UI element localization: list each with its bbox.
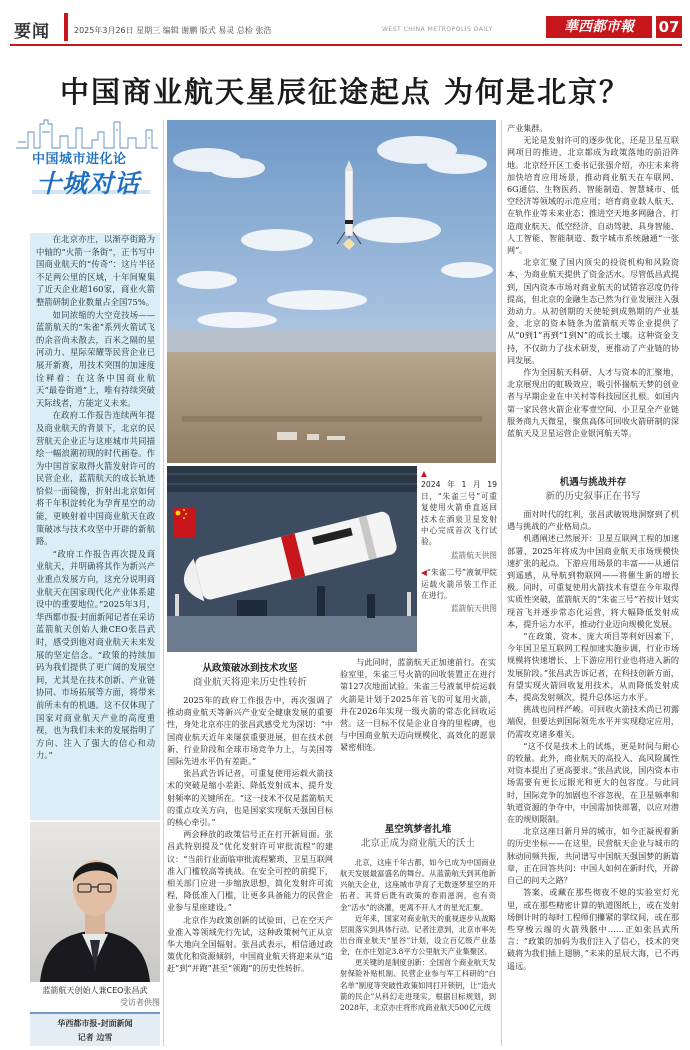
rocket-hoisting-photo xyxy=(167,466,417,652)
article-paragraph: “这不仅是技术上的试炼，更是时间与耐心的较量。此外，商业航天的高投入、高风险属性对资本提出了更高要求。”张昌武说，国内资本市场需要有更长远眼光和更大的包容度。与此同时，国际竞争的加剧也不容忽视，在卫星频率和轨道资源的争夺中，中国需加快部署，以应对潜在的规则限制。 xyxy=(507,740,679,825)
caption-text: “朱雀二号”液氧甲烷运载火箭吊装工作正在进行。 xyxy=(421,568,497,601)
article-paragraph: 机遇阐述已然展开：卫星互联网工程的加速部署，2025年将成为中国商业航天市场规模快速扩张的起点。下游应用场景的丰富——从通信到遥感，从导航到物联网——将催生新的增长极。同时，可重复使用火箭技术有望在今年取得实质性突破，蓝箭航天的“朱雀三号”若按计划实现首飞并逐步常态化运营，将大幅降低发射成本，提升运力水平，推动行业迈向规模化发展。 xyxy=(507,533,679,629)
section-label: 要闻 xyxy=(14,22,50,42)
issue-info: 2025年3月26日 星期三 编辑 谢鹏 版式 易灵 总检 张浩 xyxy=(74,26,272,35)
article-paragraph: 两会释放的政策信号正在打开新局面。张昌武特别提及“优化发射许可审批流程”的建议：“当前行业面临审批流程繁琐、卫星互联网准入门槛较高等挑战。在安全可控的前提下，相关部门应进一步缩放思想，简化发射许可流程，降低准入门槛，让更多具备能力的民营企业参与星座建设。” xyxy=(167,829,334,913)
page-title: 中国商业航天星辰征途起点 为何是北京？ xyxy=(59,75,631,109)
header-rule xyxy=(10,44,682,46)
article-paragraph: 北京，这座千年古都，如今已成为中国商业航天发展最富盛名的舞台。从蓝箭航天到其他新兴航天企业，这座城市孕育了无数逐梦星空的开拓者。其背后既有政策的春雨滋润，也有资金“活水”的浇灌，更离不开人才的星光汇聚。 xyxy=(340,858,496,912)
article-paragraph: 2025年的政府工作报告中，再次强调了推动商业航天等新兴产业安全健康发展的重要性，身处北京亦庄的张昌武感受尤为深切：“中国商业航天近年来屡获重要进展，但在技术创新、行业阶段和全球市场竞争力上，与美国等国际先进水平仍有差距。” xyxy=(167,695,334,767)
section-title: 机遇与挑战并存 xyxy=(559,477,627,488)
section-marker xyxy=(64,13,68,41)
sidebar-paragraph: “政府工作报告再次提及商业航天，并明确将其作为新兴产业重点发展方向，这充分说明商业航天在国家现代化产业体系建设中的重要地位。”2025年3月，华西都市报·封面新闻记者在采访蓝箭航天创始人兼CEO张昌武时，感受到他对商业航天未来发展的坚定信念。“政策的持续加码为我们提供了更广阔的发展空间，尤其是在技术创新、产业链协同、市场拓展等方面，将带来前所未有的机遇。这不仅体现了国家对商业航天产业的高度重视，也为我们未来的发展指明了方向、注入了强大的信心和动力。” xyxy=(36,548,155,761)
article-column xyxy=(167,694,333,975)
article-paragraph: 面对时代的红利，张昌武敏锐地洞察到了机遇与挑战的产业格局点。 xyxy=(507,509,679,532)
article-paragraph: 北京作为政策创新的试验田，已在空天产业准入等领域先行先试，这种政策树气正从京华大地向全国辐射。张昌武表示，相信通过政策优化和资源倾斜，中国商业航天将迎来从“追赶”到“并跑”甚至“领跑”的历史性转折。 xyxy=(167,914,334,974)
photo-caption: ▲ 2024年1月19日，“朱雀三号”可重复使用火箭垂直返回技术在酒泉卫星发射中心完成首次飞行试验。 xyxy=(421,469,497,547)
column-divider xyxy=(501,120,502,1046)
section-title: 星空筑梦者扎堆 xyxy=(384,824,452,835)
column-series-subtitle: 十城对话 xyxy=(36,169,141,198)
article-paragraph: 北京这座日新月异的城市，如今正凝视着新的历史坐标——在这里，民营航天企业与城市的脉动同频共振，共同谱写中国航天强国梦的新篇章，正在回答共问：中国人如何在新时代，开辟自己的问天之路？ xyxy=(507,826,679,886)
photo-captions xyxy=(421,468,497,621)
sidebar-paragraph: 在政府工作报告连续两年提及商业航天的背景下，北京的民营航天企业正与这座城市共同描绘一幅浪潮初现的时代画卷。作为中国首家取得火箭发射许可的民营企业，蓝箭航天的成长轨迹恰似一面镜像，折射出北京如何将千年积淀转化为孕育星空的动能，更映射着中国商业航天在政策破冰与技术攻坚中开辟的新航路。 xyxy=(36,410,155,547)
portrait-photo xyxy=(30,822,160,982)
caption-source: 蓝箭航天供图 xyxy=(450,550,497,560)
credit-line: 华西都市报-封面新闻 xyxy=(57,1019,133,1028)
portrait-caption xyxy=(30,985,160,1009)
article-column xyxy=(507,508,679,972)
caption-source: 蓝箭航天供图 xyxy=(450,604,497,614)
section-heading xyxy=(167,660,333,688)
article-column xyxy=(340,656,496,754)
section-title: 从政策破冰到技术攻坚 xyxy=(202,663,298,674)
sidebar-lead xyxy=(36,233,155,762)
rocket-landing-photo xyxy=(167,120,496,463)
article-paragraph: 与此同时，蓝箭航天正加速前行。在实验室里，朱雀三号火箭的回收装置正在进行第127次地面试验。朱雀三号液氧甲烷运载火箭是计划于2025年首飞的可复用火箭，并在2026年实现一级火箭的常态化回收运营。这一目标不仅是企业自身的里程碑，也与中国商业航天迈向规模化、高效化的愿景紧密相连。 xyxy=(340,657,496,753)
article-paragraph: 答案，或藏在那些彻夜不熄的实验室灯光里，或在那些精密计算的轨道图纸上，或在发射场倒计时的每时工程师们攥紧的掌纹间，或在那些穿梭云端的火箭残骸中……正如张昌武所言：“政策的加码为我们注入了信心，技术的突破将为我们插上翅膀，”未来的星辰大海，已不再遥远。 xyxy=(507,887,679,971)
section-subtitle: 北京正成为商业航天的沃土 xyxy=(360,838,475,849)
sidebar-paragraph: 如同浓缩的大空竞技场——蓝箭航天的“朱雀”系列火箭试飞的余音尚未散去，百米之隔的星河动力、星际荣耀等民营企业已展开新赛，用技术突围的加速度诠释着：在这条中国商业航天“最卷街道”上，唯有持续突破天际线者，方能定义未来。 xyxy=(36,309,155,408)
credit-line: 记者 边雪 xyxy=(77,1033,113,1042)
article-paragraph: 作为全国航天科研、人才与资本的汇聚地，北京展现出的虹吸效应，吸引怀揣航天梦的创业者与早期企业在中关村等科技园区扎根。如国内第一家民营火箭企业零壹空间、小卫星全产业链服务商九天微星，聚焦高体可回收火箭研制的深蓝航天及卫星运营企业银河航天等。 xyxy=(507,367,679,439)
column-series-title: 中国城市进化论 xyxy=(32,152,127,167)
article-paragraph: 无论是发射许可的逐步优化，还是卫星互联网项目的推进，北京都成为政策落地的前沿阵地。北京经开区工委书记张强介绍，亦庄未来将加快培育应用场景，推动商业航天在车联网、6G通信、生物医药、智能制造、智慧城市、低空经济等领域的示范应用；培育商业载人航天、在轨作业等未来业态；推进空天地多网融合，打造商业航天、低空经济、自动驾驶、具身智能、人工智能、智能制造、数字城市系统融通“一张网”。 xyxy=(507,135,679,256)
paper-english-name: WEST CHINA METROPOLIS DAILY xyxy=(382,26,493,33)
article-paragraph: “在政策、资本、庞大项目等利好因素下，今年国卫星互联网工程加速实施步调，行业市场规模将快速增长、上下游应用行业也将进入新的发展阶段。”张昌武告诉记者，在科技创新方面，有望实现火箭回收复用技术，从而降低发射成本，提高发射频次，提升总体运力水平。 xyxy=(507,631,679,703)
section-subtitle: 商业航天将迎来历史性转折 xyxy=(192,677,307,688)
page-number: 07 xyxy=(656,16,682,38)
article-paragraph: 张昌武告诉记者，可重复使用运载火箭技术的突破是缩小差距、降低发射成本、提升发射频率的关键所在。“这一技术不仅是蓝箭航天的重点攻关方向，也是国家实现航天强国目标的核心牵引。” xyxy=(167,768,334,828)
portrait-credit: 受访者供图 xyxy=(120,998,160,1007)
photo-caption: ◀“朱雀二号”液氧甲烷运载火箭吊装工作正在进行。 xyxy=(421,568,497,601)
section-subtitle: 新的历史叙事正在书写 xyxy=(545,491,641,502)
section-heading xyxy=(340,821,496,849)
caption-text: 2024年1月19日，“朱雀三号”可重复使用火箭垂直返回技术在酒泉卫星发射中心完成首次飞行试验。 xyxy=(421,480,497,547)
article-paragraph: 更关键的是制度创新：全国首个商业航天发射保险补贴机制、民营企业参与军工科研的“白名单”制度等突破性政策如同打开锁钥，让“造火箭的民企”从科幻走进现实，根据目标规划，到2028年，北京亦庄将形成商业航天500亿元级 xyxy=(340,958,496,1012)
sidebar-paragraph: 在北京亦庄，以渐亭街路为中轴的“火箭一条街”，正书写中国商业航天的“传奇”：这片半径不足两公里的区域，十年间聚集了近天企业超160家，商业火箭整箭研制企业数量占全国75%。 xyxy=(36,234,155,307)
portrait-name: 蓝箭航天创始人兼CEO张昌武 xyxy=(42,986,148,995)
article-column xyxy=(340,857,496,1013)
article-paragraph: 近年来，国家对商业航天的重视逐步从战略层面落实到具体行动。记者注意到，北京市率先出台商业航天“星谷”计划，设立百亿级产业基金，在亦庄划定3.8平方公里航天产业集聚区。 xyxy=(340,913,496,957)
column-divider xyxy=(163,120,164,1046)
article-paragraph: 产业集群。 xyxy=(507,123,548,133)
section-heading xyxy=(507,474,679,502)
article-paragraph: 北京汇聚了国内顶尖的投资机构和风险资本，为商业航天提供了资金活水。尽管低昌武提到，国内资本市场对商业航天的试错容忍度仍待提高，但北京的金融生态已然为行业发展注入强劲动力。从初创期的天使轮到成熟期的产业基金，北京的资本链条为蓝箭航天等企业提供了从“0到1”再到“1到N”的成长土壤。这种资金支持，不仅助力了技术研发，更推动了产业链的协同发展。 xyxy=(507,257,679,365)
article-paragraph: 挑战也同样严峻。可回收火箭技术尚已初露端倪，但要达到国际领先水平并实现稳定应用，仍需攻克诸多难关。 xyxy=(507,704,679,739)
paper-logo: 華西都市報 xyxy=(546,16,652,38)
article-column xyxy=(507,122,679,439)
reporter-credit xyxy=(30,1012,160,1046)
